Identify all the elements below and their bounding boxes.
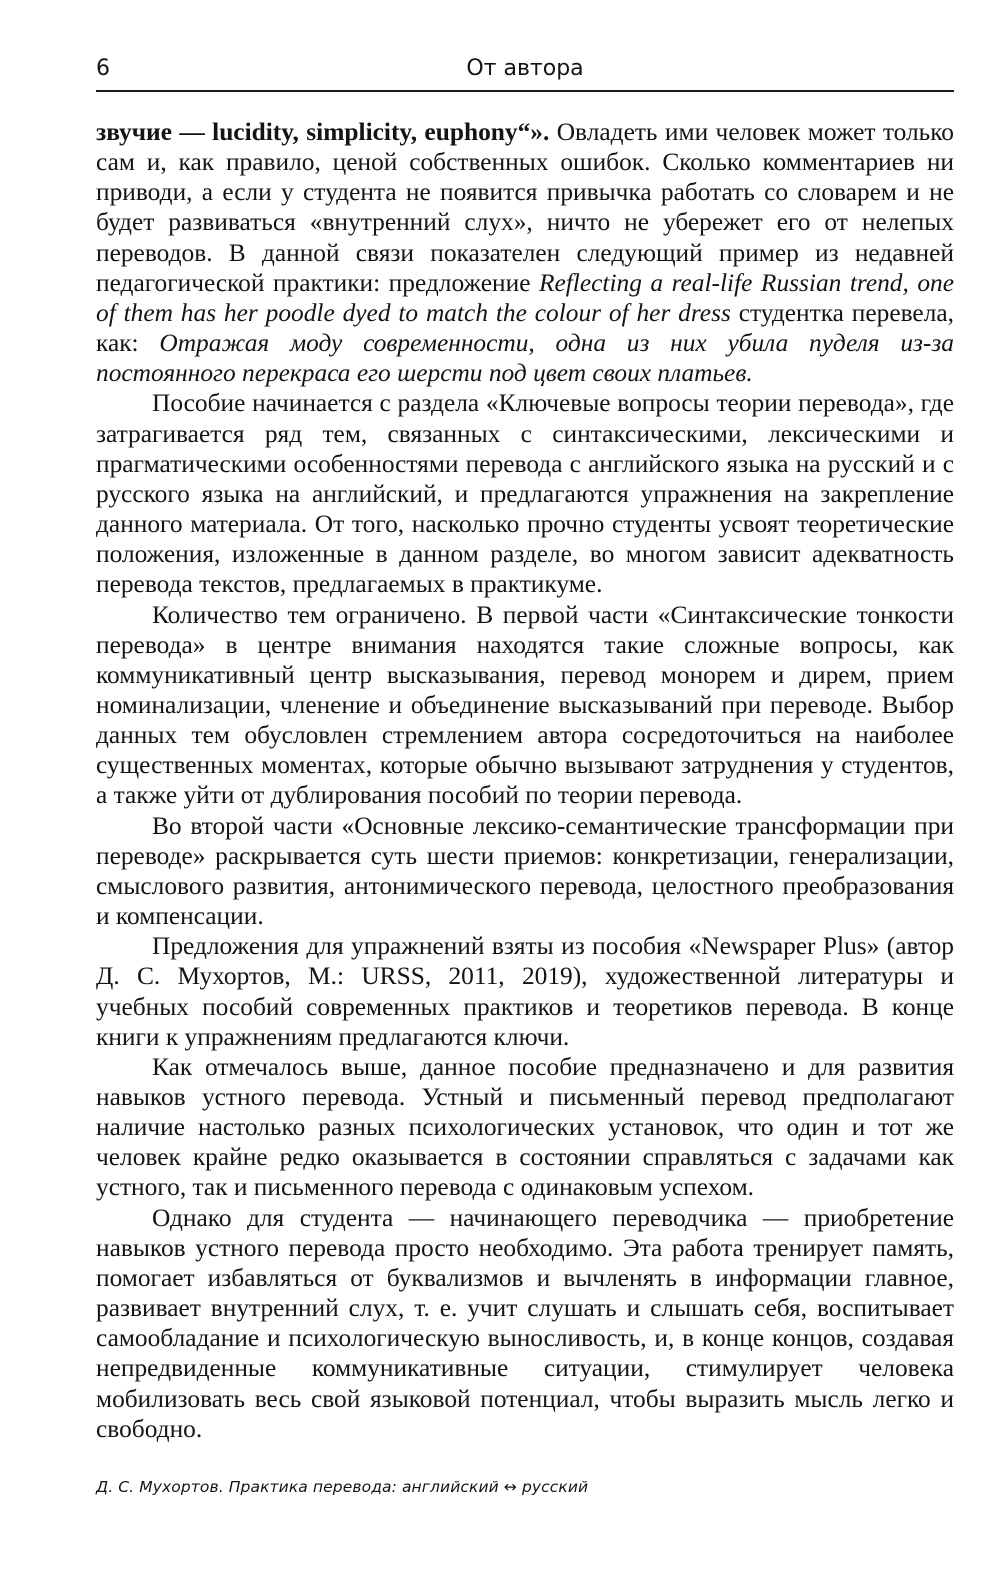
- page-number: 6: [96, 56, 110, 81]
- english-example-sentence: Reflecting a real-life Russian trend, one of them has her poodle dyed to match the colour of her dress: [96, 268, 954, 327]
- paragraph-1: [96, 117, 954, 388]
- running-title: От автора: [466, 56, 584, 81]
- page-header: [96, 50, 954, 92]
- paragraph-6: Как отмечалось выше, данное пособие предназначено и для развития навыков устного перевода. Устный и письменный перевод предполагают наличие настолько разных психологических установок, что один и тот же человек крайне редко оказывается в состоянии справляться с задачами как устного, так и письменного перевода с одинаковым успехом.: [96, 1052, 954, 1202]
- paragraph-4: Во второй части «Основные лексико-семантические трансформации при переводе» раскрывается суть шести приемов: конкретизации, генерализации, смыслового развития, антонимического перевода, целостного преобразования и компенсации.: [96, 811, 954, 931]
- paragraph-1-text-2: студентка перевела, как:: [96, 298, 954, 358]
- paragraph-7: Однако для студента — начинающего переводчика — приобретение навыков устного перевода просто необходимо. Эта работа тренирует память, помогает избавляться от буквализмов и вычленять в информации главное, развивает внутренний слух, т. е. учит слушать и слышать себя, воспитывает самообладание и психологическую выносливость, и, в конце концов, создавая непредвиденные коммуникативные ситуации, стимулирует человека мобилизовать весь свой языковой потенциал, чтобы выразить мысль легко и свободно.: [96, 1203, 954, 1443]
- paragraph-5: Предложения для упражнений взяты из пособия «Newspaper Plus» (автор Д. С. Мухортов, М.: URSS, 2011, 2019), художественной литературы и учебных пособий современных практиков и теоретиков перевода. В конце книги к упражнениям предлагаются ключи.: [96, 932, 954, 1051]
- bold-quote-ending: звучие — lucidity, simplicity, euphony“».: [96, 118, 550, 146]
- body-text: [96, 117, 954, 1444]
- paragraph-2: Пособие начинается с раздела «Ключевые вопросы теории перевода», где затрагивается ряд тем, связанных с синтаксическими, лексическими и прагматическими особенностями перевода с английского языка на русский и с русского языка на английский, и предлагаются упражнения на закрепление данного материала. От того, насколько прочно студенты усвоят теоретические положения, изложенные в данном разделе, во многом зависит адекватность перевода текстов, предлагаемых в практикуме.: [96, 389, 954, 599]
- paragraph-3: Количество тем ограничено. В первой части «Синтаксические тонкости перевода» в центре внимания находятся такие сложные вопросы, как коммуникативный центр высказывания, перевод монорем и дирем, прием номинализации, членение и объединение высказываний при переводе. Выбор данных тем обусловлен стремлением автора сосредоточиться на наиболее существенных моментах, которые обычно вызывают затруднения у студентов, а также уйти от дублирования пособий по теории перевода.: [96, 600, 954, 810]
- page-footer: Д. С. Мухортов. Практика перевода: английский ↔ русский: [96, 1478, 589, 1496]
- student-translation-example: Отражая моду современности, одна из них убила пуделя из-за постоянного перекраса его шерсти под цвет своих платьев.: [96, 329, 954, 388]
- paragraph-1-text: Овладеть ими человек может только сам и, как правило, ценой собственных ошибок. Сколько комментариев ни приводи, а если у студента не появится привычка работать со словарем и не будет развиваться «внутренний слух», ничто не убережет его от нелепых переводов. В данной связи показателен следующий пример из недавней педагогической практики: предложение: [96, 118, 954, 297]
